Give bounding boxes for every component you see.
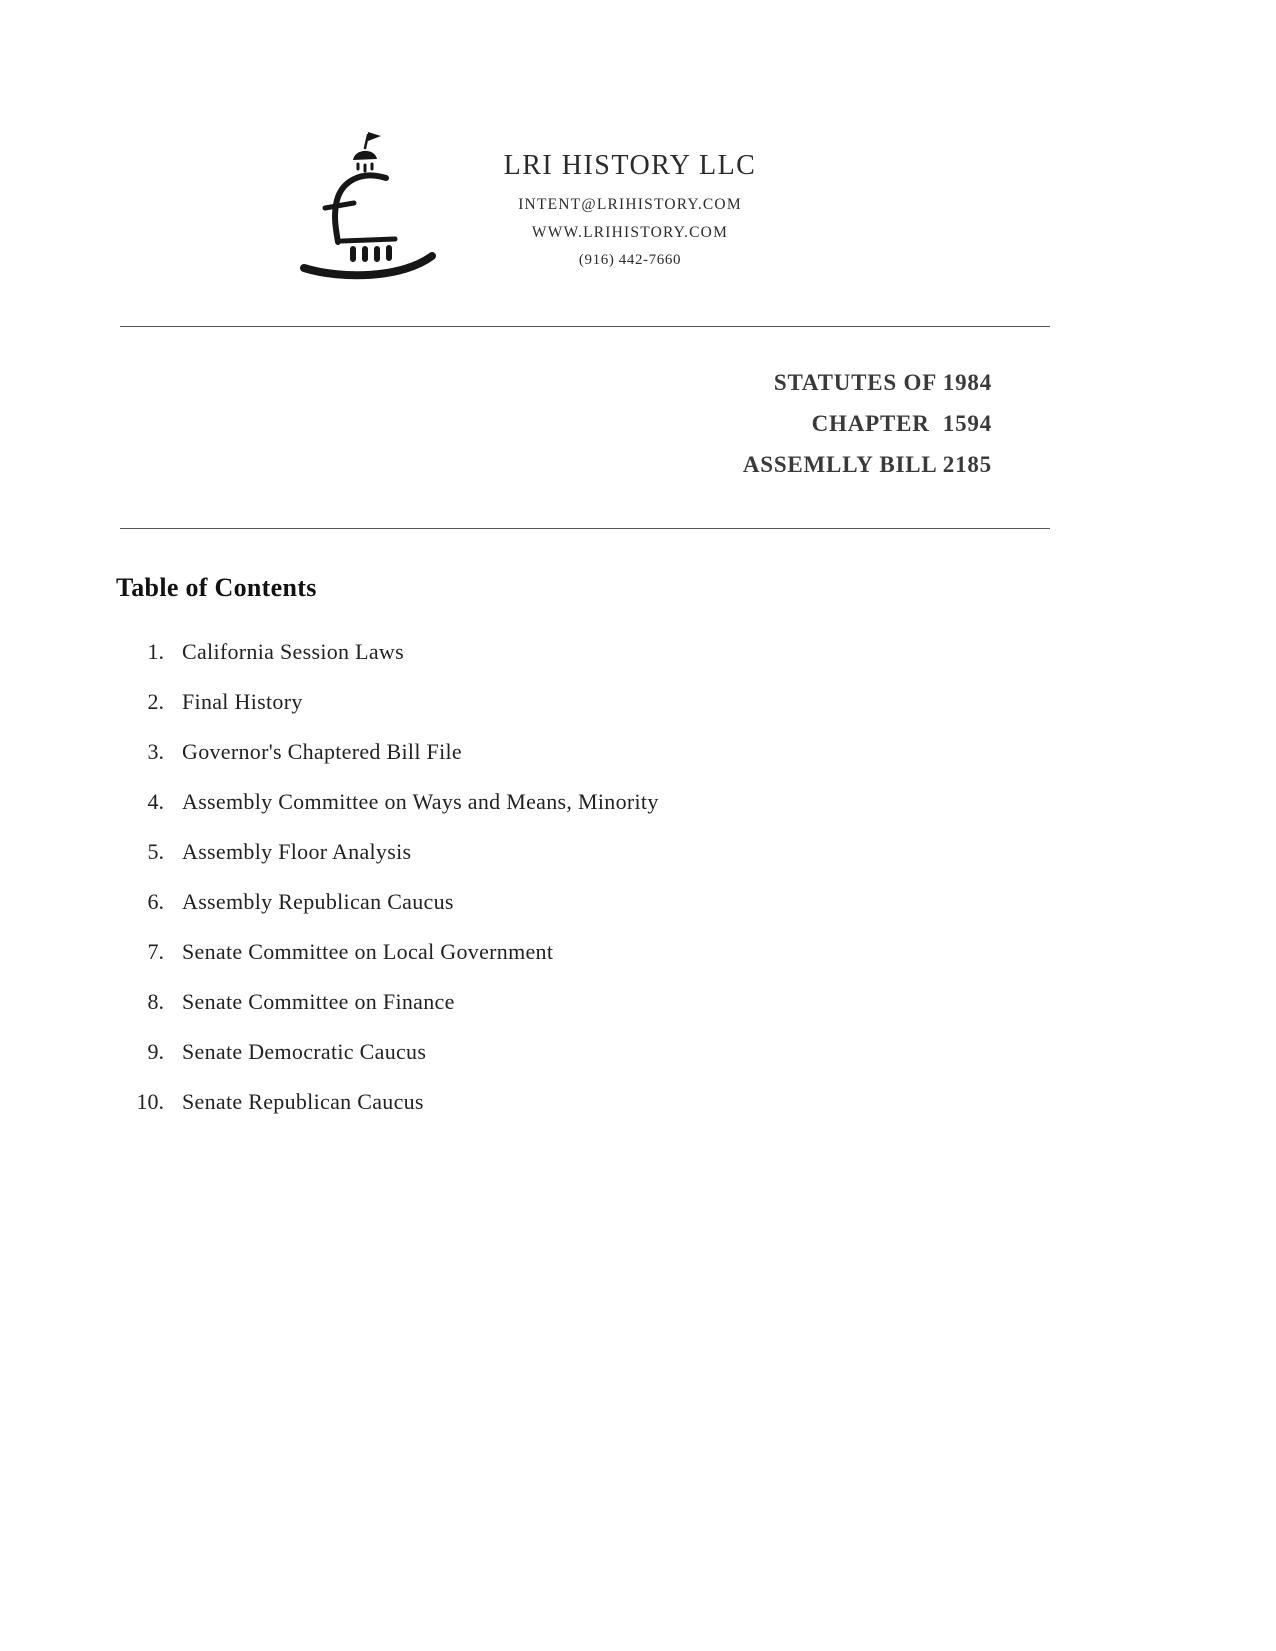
- toc-item-label: Senate Committee on Local Government: [182, 938, 554, 964]
- toc-item-label: Assembly Committee on Ways and Means, Minority: [182, 788, 659, 814]
- company-name: LRI HISTORY LLC: [503, 150, 757, 181]
- toc-item: [0, 989, 1276, 1015]
- assembly-bill-line: ASSEMLLY BILL 2185: [742, 451, 992, 477]
- toc-item-number: 10.: [136, 1088, 164, 1114]
- toc-item: [0, 689, 1276, 715]
- statutes-line: STATUTES OF 1984: [773, 370, 992, 395]
- toc-item: [0, 939, 1276, 965]
- toc-item-label: Assembly Republican Caucus: [182, 888, 454, 914]
- letterhead-text: [480, 150, 780, 269]
- toc-item: [0, 1039, 1276, 1065]
- toc-item: [0, 739, 1276, 765]
- toc-item-label: Assembly Floor Analysis: [182, 838, 412, 864]
- toc-item: [0, 1089, 1276, 1115]
- bottom-divider: [120, 528, 1050, 529]
- toc-item-number: 6.: [147, 888, 164, 914]
- toc-item-label: Senate Committee on Finance: [182, 988, 455, 1014]
- toc-item-number: 2.: [147, 688, 164, 714]
- toc-item-number: 4.: [147, 788, 164, 814]
- toc-item-number: 1.: [147, 638, 164, 664]
- company-website: WWW.LRIHISTORY.COM: [531, 224, 729, 241]
- toc-item-label: Senate Republican Caucus: [182, 1088, 424, 1114]
- capitol-dome-logo-icon: [298, 128, 438, 280]
- toc-item-number: 3.: [147, 738, 164, 764]
- toc-item-number: 5.: [147, 838, 164, 864]
- toc-item: [0, 639, 1276, 665]
- toc-item: [0, 889, 1276, 915]
- toc-item-number: 9.: [147, 1038, 164, 1064]
- toc-item-label: Senate Democratic Caucus: [182, 1038, 427, 1064]
- company-email: INTENT@LRIHISTORY.COM: [518, 196, 742, 213]
- toc-item-number: 7.: [147, 938, 164, 964]
- toc-item: [0, 839, 1276, 865]
- toc-item: [0, 789, 1276, 815]
- capitol-dome-logo-svg: [298, 128, 438, 280]
- company-phone: (916) 442-7660: [578, 252, 682, 268]
- toc-item-number: 8.: [147, 988, 164, 1014]
- chapter-line: CHAPTER 1594: [811, 410, 992, 436]
- toc-item-label: Governor's Chaptered Bill File: [182, 738, 462, 764]
- statute-title-block: [120, 363, 1050, 486]
- letterhead: [0, 0, 1276, 280]
- toc-item-label: Final History: [182, 688, 303, 714]
- toc-item-label: California Session Laws: [182, 638, 404, 664]
- toc-list: [0, 639, 1276, 1115]
- top-divider: [120, 326, 1050, 327]
- toc-heading: Table of Contents: [116, 572, 317, 602]
